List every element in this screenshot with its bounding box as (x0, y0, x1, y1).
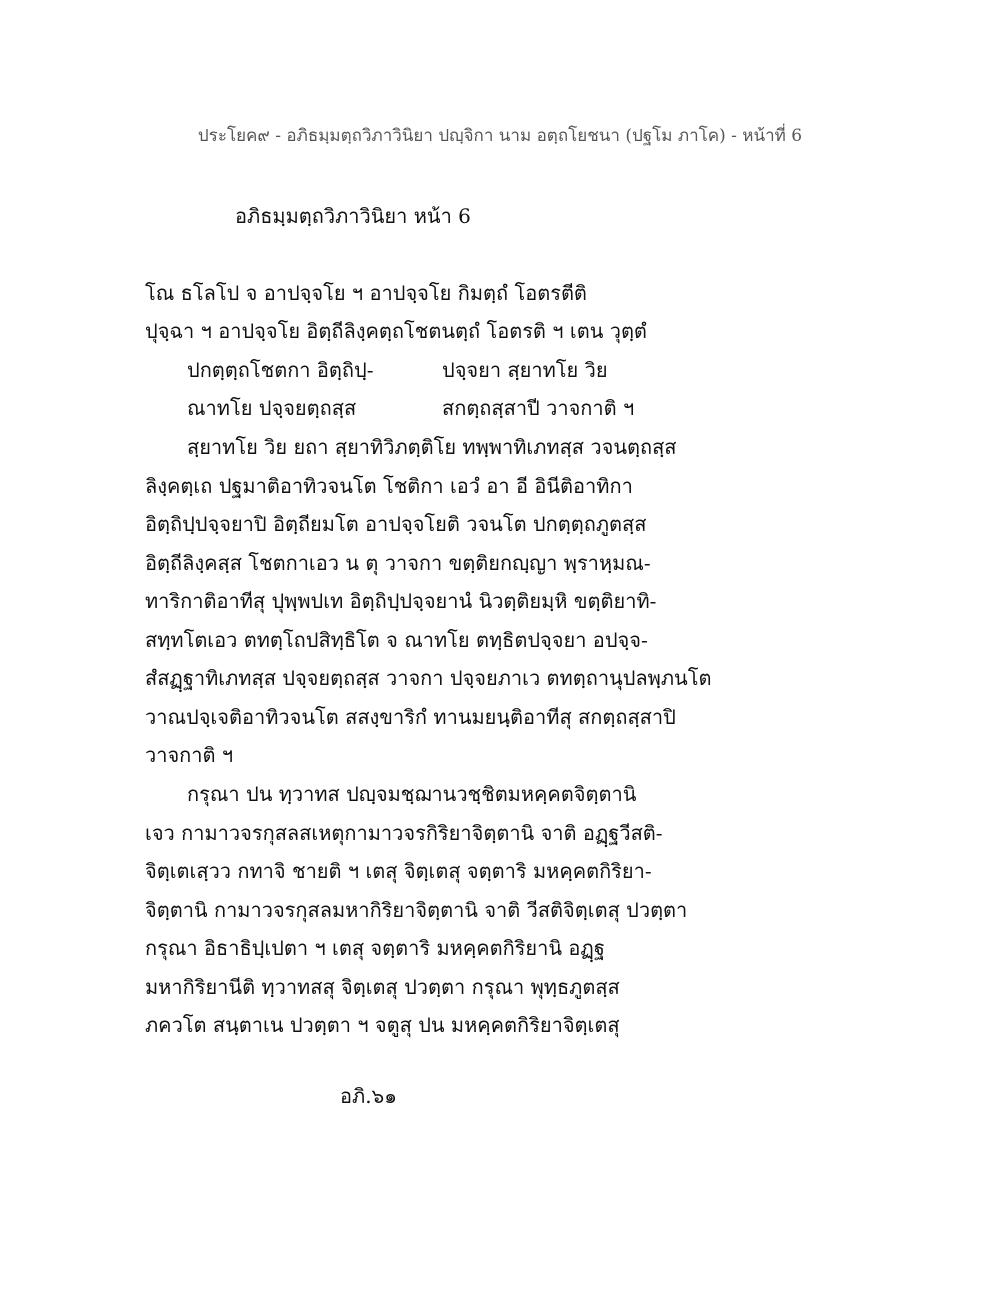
text-line: วาณปจฺเจติอาทิวจนโต สสงฺขาริกํ ทานมยนฺติอาทีสุ สกตฺถสฺสาปิ (145, 705, 676, 729)
text-line: วาจกาติ ฯ (145, 743, 234, 767)
text-line: จิตฺตานิ กามาวจรกุสลมหากิริยาจิตฺตานิ จาติ วีสติจิตฺเตสุ ปวตฺตา (145, 898, 688, 922)
text-line: ทาริกาติอาทีสุ ปุพฺพปเท อิตฺถิปฺปจฺจยานํ นิวตฺติยมฺหิ ขตฺติยาทิ- (145, 589, 657, 613)
text-line: กรุณา อิธาธิปฺเปตา ฯ เตสุ จตฺตาริ มหคฺคตกิริยานิ อฏฺฐ (145, 936, 605, 960)
text-line: สํสฏฺฐาทิเภทสฺส ปจฺจยตฺถสฺส วาจกา ปจฺจยภาเว ตทตฺถานุปลพฺภนโต (145, 666, 712, 690)
text-line: มหากิริยานีติ ทฺวาทสสุ จิตฺเตสุ ปวตฺตา กรุณา พุทฺธภูตสฺส (145, 975, 620, 999)
running-header: ประโยค๙ - อภิธมฺมตฺถวิภาวินิยา ปญฺจิกา นาม อตฺถโยชนา (ปฐโม ภาโค) - หน้าที่ 6 (197, 126, 803, 146)
text-line: อิตฺถิปฺปจฺจยาปิ อิตฺถียมโต อาปจฺจโยติ วจนโต ปกตฺตฺถภูตสฺส (145, 512, 647, 536)
text-line: สฺยาทโย วิย ยถา สฺยาทิวิภตฺติโย ทพฺพาทิเภทสฺส วจนตฺถสฺส (187, 435, 677, 459)
page-title: อภิธมฺมตฺถวิภาวินิยา หน้า 6 (235, 204, 471, 228)
text-line: โณ ธโลโป จ อาปจฺจโย ฯ อาปจฺจโย กิมตฺถํ โอตรตีติ (145, 281, 587, 305)
text-line: ปุจฺฉา ฯ อาปจฺจโย อิตฺถีลิงฺคตฺถโชตนตฺถํ โอตรติ ฯ เตน วุตฺตํ (145, 319, 647, 343)
text-line: กรุณา ปน ทฺวาทส ปญฺจมชฺฌานวชฺชิตมหคฺคตจิตฺตานิ (187, 782, 637, 806)
text-line: ภควโต สนฺตาเน ปวตฺตา ฯ จตูสุ ปน มหคฺคตกิริยาจิตฺเตสุ (145, 1013, 620, 1037)
text-line: เจว กามาวจรกุสลสเหตุกามาวจรกิริยาจิตฺตานิ จาติ อฏฺฐวีสติ- (145, 821, 663, 845)
verse-line-first-half: ณาทโย ปจฺจยตฺถสฺส (187, 396, 357, 420)
verse-line-first-half: ปกตฺตฺถโชตกา อิตฺถิปฺ- (187, 358, 374, 382)
page-marker: อภิ.๖๑ (340, 1084, 397, 1108)
verse-line-second-half: ปจฺจยา สฺยาทโย วิย (442, 358, 608, 382)
verse-line-second-half: สกตฺถสฺสาปี วาจกาติ ฯ (442, 396, 635, 420)
text-line: สทฺทโตเอว ตทตฺโถปสิทฺธิโต จ ณาทโย ตทฺธิตปจฺจยา อปจฺจ- (145, 628, 648, 652)
text-line: ลิงฺคตฺเถ ปฐมาติอาทิวจนโต โชติกา เอวํ อา อี อินีติอาทิกา (145, 474, 633, 498)
text-line: อิตฺถีลิงฺคสฺส โชตกาเอว น ตุ วาจกา ขตฺติยกญฺญา พฺราหฺมณ- (145, 551, 651, 575)
text-line: จิตฺเตเสฺวว กทาจิ ชายติ ฯ เตสุ จิตฺเตสุ จตฺตาริ มหคฺคตกิริยา- (145, 859, 652, 883)
